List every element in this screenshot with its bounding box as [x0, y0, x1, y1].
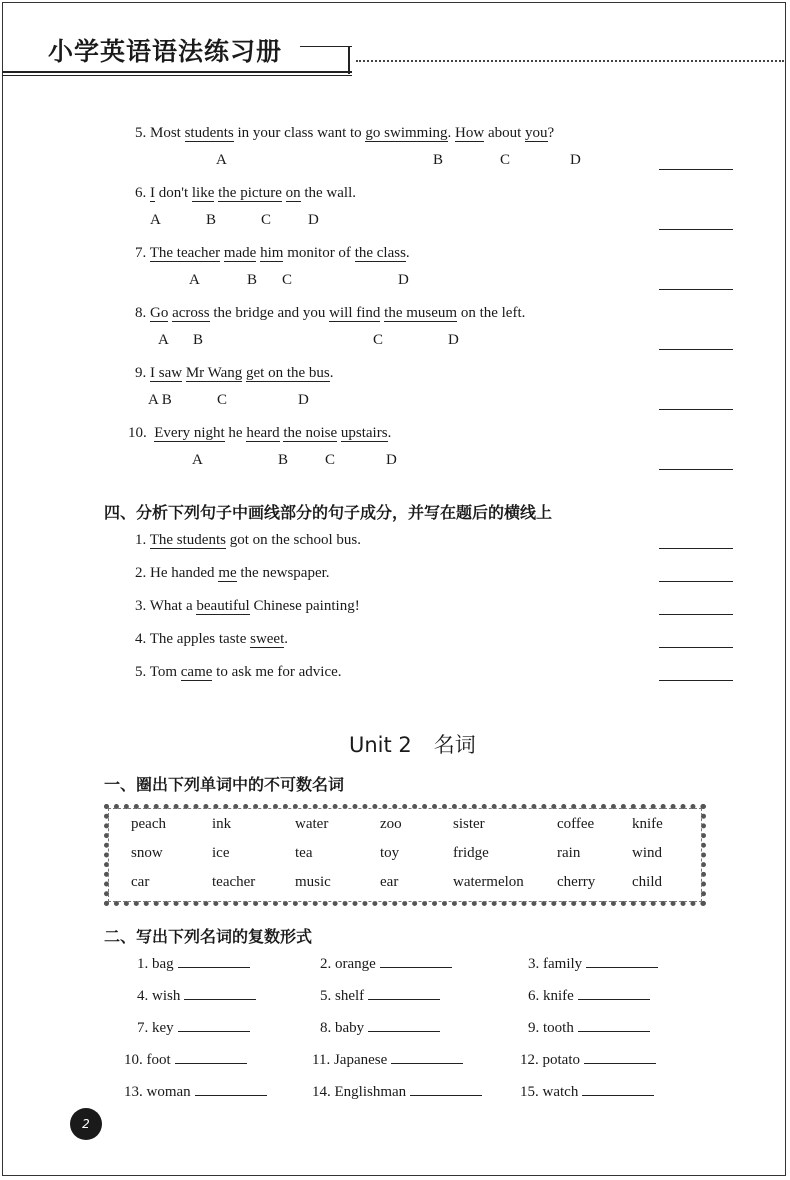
- underlined-phrase: came: [180, 664, 213, 680]
- sentence-text: 5. Most: [135, 125, 185, 141]
- underlined-phrase: me: [218, 565, 237, 581]
- sentence-text: 8.: [135, 305, 150, 321]
- answer-blank[interactable]: [178, 966, 250, 968]
- option-letter: D: [398, 272, 409, 288]
- plural-item: [528, 988, 650, 1005]
- underlined-phrase: heard: [246, 425, 280, 441]
- underlined-phrase: sweet: [250, 631, 285, 647]
- underlined-phrase: Every night: [154, 425, 225, 441]
- analysis-sentence: [135, 598, 360, 615]
- underlined-phrase: the picture: [218, 185, 282, 201]
- underlined-phrase: the class: [354, 245, 406, 261]
- underlined-phrase: The teacher: [149, 245, 221, 261]
- sentence-text: 1.: [135, 532, 150, 548]
- option-letter: D: [570, 152, 581, 168]
- option-letter: D: [448, 332, 459, 348]
- vocab-word[interactable]: fridge: [453, 845, 489, 861]
- noun-label: 9. tooth: [528, 1020, 574, 1036]
- vocab-word[interactable]: knife: [632, 816, 663, 832]
- answer-blank[interactable]: [659, 169, 733, 170]
- noun-label: 3. family: [528, 956, 583, 972]
- option-letter: A: [216, 152, 227, 168]
- sentence-text: the newspaper.: [236, 565, 330, 581]
- plural-item: [520, 1084, 654, 1101]
- answer-blank[interactable]: [368, 998, 440, 1000]
- noun-label: 7. key: [137, 1020, 174, 1036]
- analysis-sentence: [135, 664, 342, 681]
- plural-item: [528, 956, 658, 973]
- answer-blank[interactable]: [659, 229, 733, 230]
- answer-blank[interactable]: [578, 1030, 650, 1032]
- noun-label: 6. knife: [528, 988, 574, 1004]
- sentence-text: ?: [547, 125, 555, 141]
- option-letter: A: [192, 452, 203, 468]
- underlined-phrase: him: [260, 245, 284, 261]
- sentence-text: don't: [155, 185, 192, 201]
- noun-label: 12. potato: [520, 1052, 580, 1068]
- page-number: 2: [70, 1108, 102, 1140]
- underlined-phrase: upstairs: [340, 425, 388, 441]
- plural-item: [320, 988, 440, 1005]
- option-letter: A B: [148, 392, 172, 408]
- vocab-word[interactable]: rain: [557, 845, 581, 861]
- underlined-phrase: like: [191, 185, 215, 201]
- answer-blank[interactable]: [195, 1094, 267, 1096]
- sentence-text: 2. He handed: [135, 565, 219, 581]
- vocab-word[interactable]: ear: [380, 874, 399, 890]
- sentence-text: the bridge and you: [209, 305, 330, 321]
- sentence-text: .: [387, 425, 392, 441]
- answer-blank[interactable]: [380, 966, 452, 968]
- question-sentence: [135, 245, 410, 262]
- sentence-text: he: [224, 425, 247, 441]
- sentence-text: on the left.: [457, 305, 526, 321]
- plural-item: [124, 1052, 247, 1069]
- plural-item: [312, 1084, 482, 1101]
- underlined-phrase: beautiful: [196, 598, 250, 614]
- vocab-word[interactable]: ice: [212, 845, 230, 861]
- section-4-heading: 四、分析下列句子中画线部分的句子成分，并写在题后的横线上: [104, 503, 553, 522]
- question-sentence: [135, 305, 525, 322]
- unit-number: Unit 2: [349, 733, 412, 757]
- option-letter: B: [278, 452, 289, 468]
- answer-blank[interactable]: [659, 289, 733, 290]
- option-letter: C: [373, 332, 384, 348]
- underlined-phrase: The students: [149, 532, 226, 548]
- question-sentence: [135, 365, 334, 382]
- underlined-phrase: you: [525, 125, 548, 141]
- header-rule: [2, 75, 352, 76]
- answer-blank[interactable]: [578, 998, 650, 1000]
- sentence-text: .: [405, 245, 410, 261]
- answer-blank[interactable]: [584, 1062, 656, 1064]
- underlined-phrase: I saw: [150, 365, 183, 381]
- vocab-word[interactable]: watermelon: [453, 874, 524, 890]
- part-1-heading: 一、圈出下列单词中的不可数名词: [104, 775, 345, 794]
- answer-blank[interactable]: [659, 469, 733, 470]
- sentence-text: in your class want to: [233, 125, 366, 141]
- sentence-text: Chinese painting!: [249, 598, 360, 614]
- answer-blank[interactable]: [659, 647, 733, 648]
- sentence-text: got on the school bus.: [225, 532, 361, 548]
- option-letter: B: [247, 272, 258, 288]
- underlined-phrase: get on the bus: [246, 365, 330, 381]
- plural-item: [320, 956, 452, 973]
- noun-label: 10. foot: [124, 1052, 171, 1068]
- header-rule: [300, 46, 352, 47]
- plural-item: [312, 1052, 463, 1069]
- option-letter: A: [150, 212, 161, 228]
- question-sentence: [135, 185, 356, 202]
- option-letter: C: [325, 452, 336, 468]
- sentence-text: 5. Tom: [135, 664, 181, 680]
- plural-item: [137, 956, 250, 973]
- vocab-word[interactable]: zoo: [380, 816, 402, 832]
- underlined-phrase: the noise: [283, 425, 338, 441]
- word-box: [104, 804, 706, 906]
- vocab-word[interactable]: cherry: [557, 874, 596, 890]
- sentence-text: 10.: [128, 425, 155, 441]
- header-dotted-rule: [356, 60, 784, 62]
- vocab-word[interactable]: wind: [632, 845, 662, 861]
- answer-blank[interactable]: [368, 1030, 440, 1032]
- underlined-phrase: made: [223, 245, 257, 261]
- underlined-phrase: I: [150, 185, 155, 201]
- analysis-sentence: [135, 565, 330, 582]
- vocab-word[interactable]: snow: [131, 845, 163, 861]
- noun-label: 8. baby: [320, 1020, 365, 1036]
- underlined-phrase: students: [184, 125, 234, 141]
- underlined-phrase: across: [172, 305, 210, 321]
- option-letter: B: [193, 332, 204, 348]
- vocab-word[interactable]: car: [131, 874, 150, 890]
- answer-blank[interactable]: [586, 966, 658, 968]
- option-letter: B: [206, 212, 217, 228]
- noun-label: 1. bag: [137, 956, 174, 972]
- header-rule: [2, 71, 352, 73]
- answer-blank[interactable]: [659, 680, 733, 681]
- option-letter: B: [433, 152, 444, 168]
- analysis-sentence: [135, 532, 361, 549]
- underlined-phrase: will find: [329, 305, 381, 321]
- part-2-heading: 二、写出下列名词的复数形式: [104, 927, 313, 946]
- sentence-text: about: [484, 125, 526, 141]
- vocab-word[interactable]: teacher: [212, 874, 256, 890]
- noun-label: 13. woman: [124, 1084, 191, 1100]
- analysis-sentence: [135, 631, 288, 648]
- unit-title: [349, 729, 476, 759]
- option-letter: A: [158, 332, 169, 348]
- answer-blank[interactable]: [659, 614, 733, 615]
- sentence-text: 7.: [135, 245, 150, 261]
- question-sentence: [128, 425, 391, 442]
- noun-label: 14. Englishman: [312, 1084, 407, 1100]
- answer-blank[interactable]: [175, 1062, 247, 1064]
- noun-label: 11. Japanese: [312, 1052, 388, 1068]
- vocab-word[interactable]: tea: [295, 845, 313, 861]
- answer-blank[interactable]: [178, 1030, 250, 1032]
- vocab-word[interactable]: child: [632, 874, 662, 890]
- option-letter: C: [282, 272, 293, 288]
- sentence-text: .: [447, 125, 456, 141]
- sentence-text: the wall.: [300, 185, 357, 201]
- vocab-word[interactable]: peach: [131, 816, 166, 832]
- sentence-text: monitor of: [283, 245, 355, 261]
- option-letter: D: [308, 212, 319, 228]
- noun-label: 15. watch: [520, 1084, 579, 1100]
- option-letter: C: [500, 152, 511, 168]
- vocab-word[interactable]: water: [295, 816, 329, 832]
- option-letter: C: [217, 392, 228, 408]
- header-rule: [348, 46, 354, 74]
- plural-item: [137, 1020, 250, 1037]
- sentence-text: .: [329, 365, 334, 381]
- option-letter: D: [386, 452, 397, 468]
- underlined-phrase: on: [285, 185, 301, 201]
- vocab-word[interactable]: sister: [453, 816, 485, 832]
- option-letter: C: [261, 212, 272, 228]
- answer-blank[interactable]: [582, 1094, 654, 1096]
- answer-blank[interactable]: [659, 349, 733, 350]
- option-letter: A: [189, 272, 200, 288]
- sentence-text: 6.: [135, 185, 150, 201]
- sentence-text: 3. What a: [135, 598, 197, 614]
- plural-item: [520, 1052, 656, 1069]
- underlined-phrase: go swimming: [365, 125, 448, 141]
- sentence-text: 4. The apples taste: [135, 631, 251, 647]
- underlined-phrase: the museum: [384, 305, 458, 321]
- vocab-word[interactable]: toy: [380, 845, 400, 861]
- unit-name: 名词: [433, 733, 476, 757]
- sentence-text: 9.: [135, 365, 150, 381]
- answer-blank[interactable]: [659, 548, 733, 549]
- plural-item: [137, 988, 256, 1005]
- underlined-phrase: How: [455, 125, 485, 141]
- plural-item: [320, 1020, 440, 1037]
- underlined-phrase: Go: [150, 305, 169, 321]
- book-title: 小学英语语法练习册: [48, 37, 283, 66]
- plural-item: [124, 1084, 267, 1101]
- vocab-word[interactable]: coffee: [557, 816, 595, 832]
- noun-label: 4. wish: [137, 988, 181, 1004]
- answer-blank[interactable]: [659, 581, 733, 582]
- underlined-phrase: Mr Wang: [185, 365, 243, 381]
- answer-blank[interactable]: [410, 1094, 482, 1096]
- question-sentence: [135, 125, 554, 142]
- noun-label: 5. shelf: [320, 988, 365, 1004]
- vocab-word[interactable]: ink: [212, 816, 232, 832]
- sentence-text: .: [284, 631, 289, 647]
- vocab-word[interactable]: music: [295, 874, 331, 890]
- answer-blank[interactable]: [391, 1062, 463, 1064]
- option-letter: D: [298, 392, 309, 408]
- sentence-text: to ask me for advice.: [212, 664, 342, 680]
- plural-item: [528, 1020, 650, 1037]
- answer-blank[interactable]: [659, 409, 733, 410]
- answer-blank[interactable]: [184, 998, 256, 1000]
- noun-label: 2. orange: [320, 956, 376, 972]
